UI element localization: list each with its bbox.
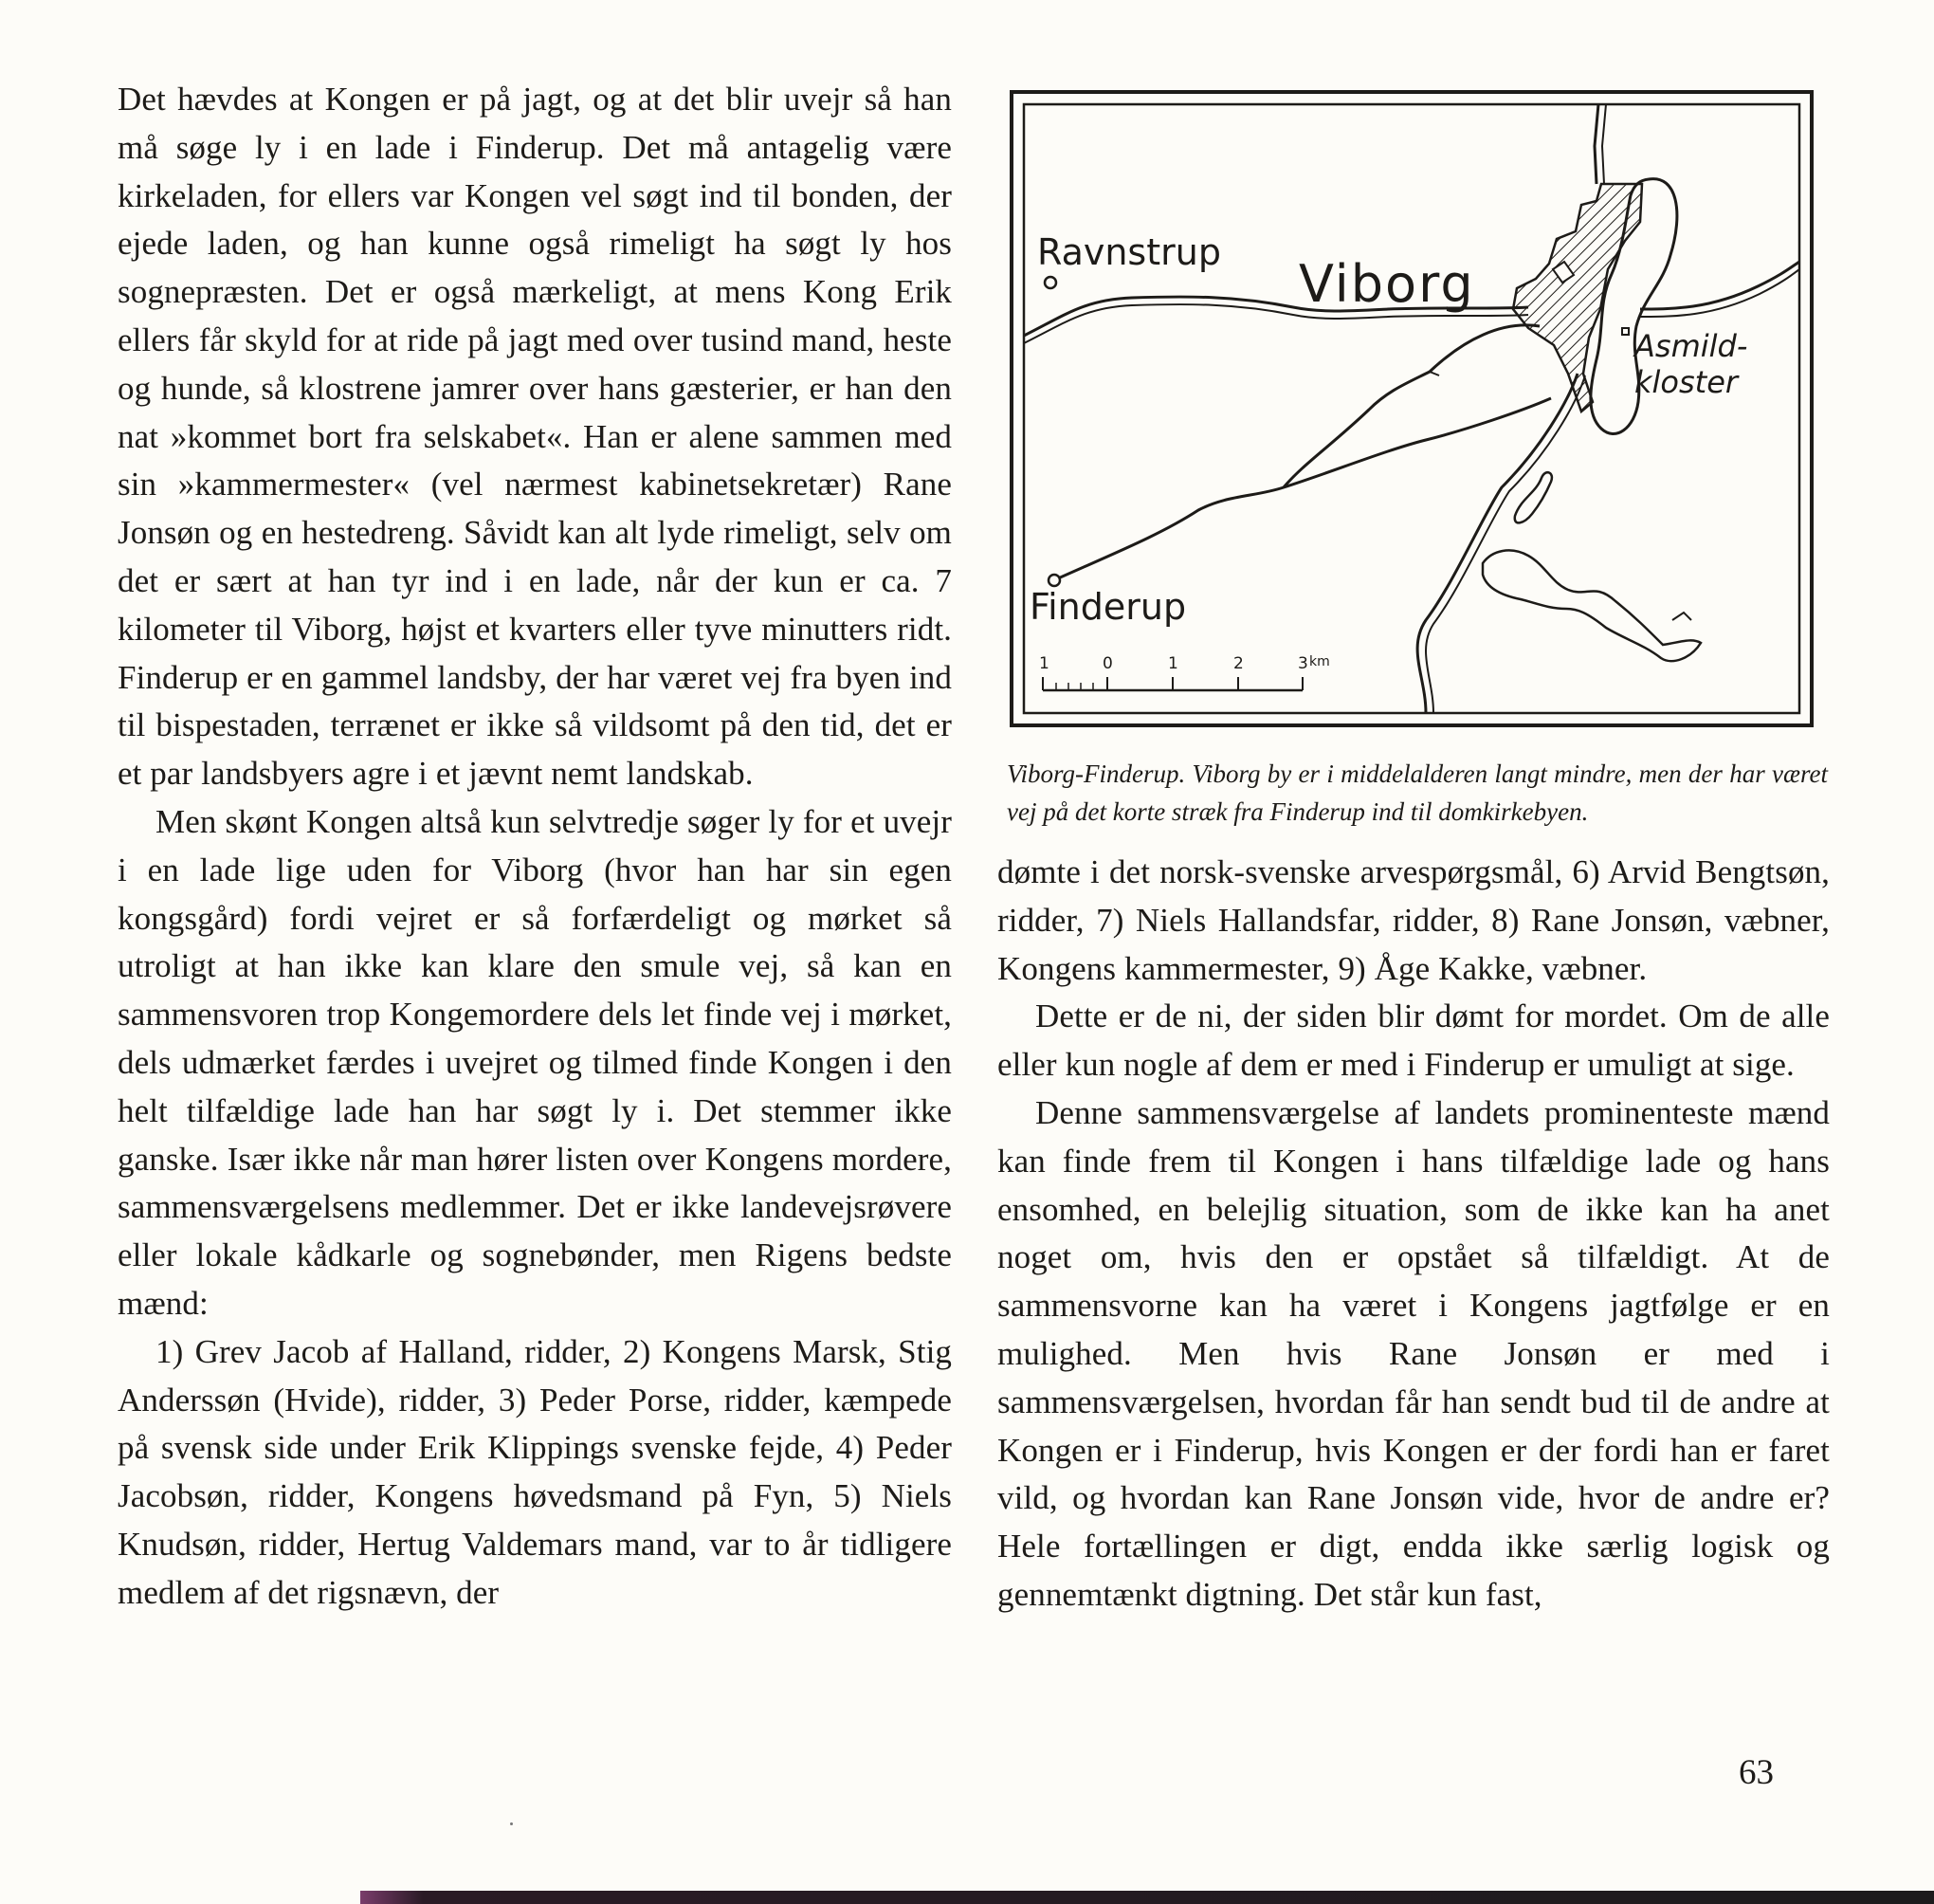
asmild-marker xyxy=(1622,328,1629,335)
scale-tick-label: 1 xyxy=(1168,654,1178,673)
scale-tick-label: 1 xyxy=(1039,654,1049,673)
paragraph: 1) Grev Jacob af Halland, ridder, 2) Kongens Marsk, Stig Anderssøn (Hvide), ridder, 3) Peder Porse, ridder, kæmpede på svensk side under Erik Klippings svenske fejde, 4) Peder Jacobsøn, ridder, Kongens høvedsmand på Fyn, 5) Niels Knudsøn, ridder, Hertug Valdemars mand, var to år tidligere medlem af det rigsnævn, der xyxy=(118,1332,952,1611)
scale-bar xyxy=(1043,677,1303,690)
map-outer-frame xyxy=(1012,92,1812,725)
scale-tick-label: 0 xyxy=(1103,654,1113,673)
ravnstrup-marker xyxy=(1045,277,1056,288)
left-text-column xyxy=(118,76,952,1618)
map-figure xyxy=(1009,89,1815,728)
paragraph: Det hævdes at Kongen er på jagt, og at det blir uvejr så han må søge ly i en lade i Finderup. Det må antagelig være kirkeladen, for ellers var Kongen vel søgt ind til bonden, der ejede laden, og han kunne også rimeligt ha søgt ly hos sognepræsten. Det er også mærkeligt, at mens Kong Erik ellers får skyld for at ride på jagt med over tusind mand, heste og hunde, så klostrene jamrer over hans gæsterier, er han den nat »kommet bort fra selskabet«. Han er alene sammen med sin »kammermester« (vel nærmest kabinetsekretær) Rane Jonsøn og en hestedreng. Såvidt kan alt lyde rimeligt, selv om det er sært at han tyr ind i en lade, når der kun er ca. 7 kilometer til Viborg, højst et kvarters eller tyve minutters ridt. Finderup er en gammel landsby, der har været vej fra byen ind til bispestaden, terrænet er ikke så vildsomt på den tid, det er et par landsbyers agre i et jævnt nemt landskab. xyxy=(118,81,952,793)
right-text-column xyxy=(997,849,1830,1620)
road-south xyxy=(1417,374,1578,713)
map-label-finderup: Finderup xyxy=(1030,586,1187,628)
paragraph: Men skønt Kongen altså kun selvtredje søger ly for et uvejr i en lade lige uden for Viborg (hvor han har sin egen kongsgård) fordi vejret er så forfærdeligt og mørket så utroligt at han ikke kan klare den smule vej, så kan en sammensvoren trop Kongemordere dels let finde vej i mørket, dels udmærket færdes i uvejret og tilmed finde Kongen i den helt tilfældige lade han har søgt ly i. Det stemmer ikke ganske. Især ikke når man hører listen over Kongens mordere, sammensværgelsens medlemmer. Det er ikke landevejsrøvere eller lokale kådkarle og sognebønder, men Rigens bedste mænd: xyxy=(118,802,952,1322)
bottom-edge-rule xyxy=(360,1891,1934,1904)
finderup-marker xyxy=(1049,575,1060,586)
map-label-ravnstrup: Ravnstrup xyxy=(1037,231,1221,273)
lake-south xyxy=(1483,550,1701,661)
paragraph: Denne sammensværgelse af landets prominenteste mænd kan finde frem til Kongen i hans tilfældige lade og hans ensomhed, en belejlig situation, som de ikke kan ha anet noget om, hvis den er opstået så tilfældigt. At de sammensvorne kan ha været i Kongens jagtfølge er en mulighed. Men hvis Rane Jonsøn er med i sammensværgelsen, hvordan får han sendt bud til de andre at Kongen er i Finderup, hvis Kongen er der fordi han er faret vild, og hvordan kan Rane Jonsøn vide, hvor de andre er? Hele fortællingen er digt, endda ikke særlig logisk og gennemtænkt digtning. Det står kun fast, xyxy=(997,1093,1830,1613)
map-label-kloster: kloster xyxy=(1634,364,1739,400)
map-drawing xyxy=(1009,89,1815,728)
scale-tick-label: 3 xyxy=(1298,654,1308,673)
scale-unit-label: km xyxy=(1309,654,1330,669)
paragraph: Dette er de ni, der siden blir dømt for mordet. Om de alle eller kun nogle af dem er med i Finderup er umuligt at sige. xyxy=(997,998,1830,1084)
map-caption: Viborg-Finderup. Viborg by er i middelalderen langt mindre, men der har været vej på det korte stræk fra Finderup ind til domkirkebyen. xyxy=(1007,760,1828,826)
scale-tick-label: 2 xyxy=(1233,654,1244,673)
print-speck xyxy=(510,1822,513,1825)
paragraph: dømte i det norsk-svenske arvespørgsmål, 6) Arvid Bengtsøn, ridder, 7) Niels Hallandsfar, ridder, 8) Rane Jonsøn, væbner, Kongens kammermester, 9) Åge Kakke, væbner. xyxy=(997,853,1830,987)
map-label-viborg: Viborg xyxy=(1299,254,1475,314)
map-label-asmild: Asmild- xyxy=(1634,328,1748,364)
page-number: 63 xyxy=(1739,1753,1774,1792)
